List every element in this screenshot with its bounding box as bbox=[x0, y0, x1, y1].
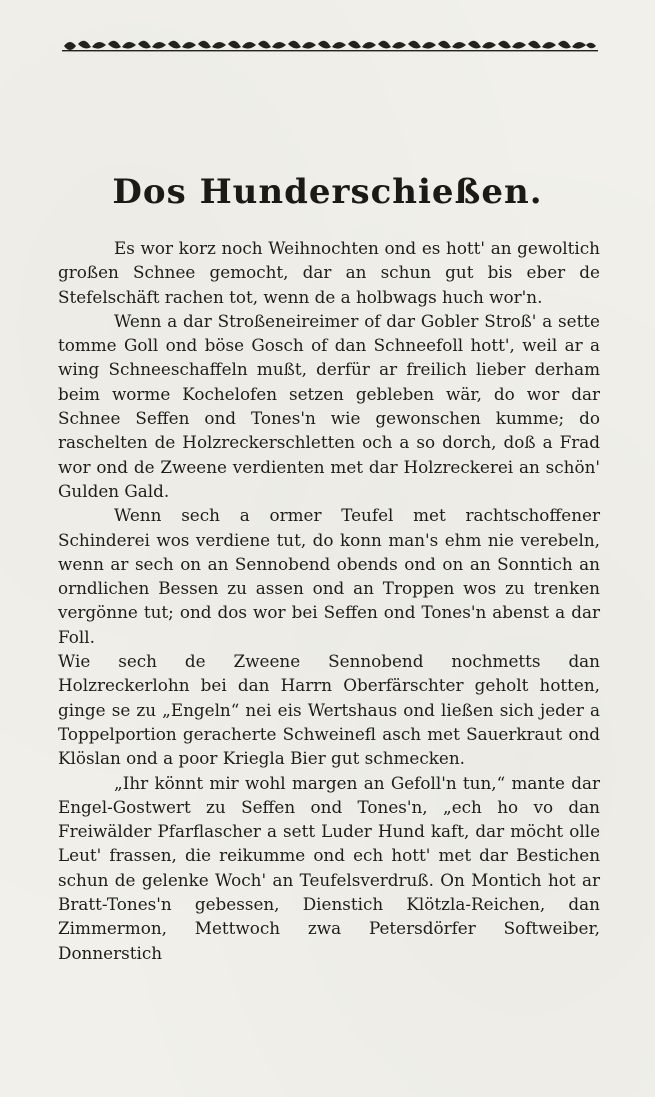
paragraph: Wie sech de Zweene Sennobend nochmetts dan Holzreckerlohn bei dan Harrn Oberfärschter geholt hotten, ginge se zu „Engeln“ nei eis Wertshaus ond ließen sich jeder a Toppelportion geracherte Schweinefl asch met Sauerkraut ond Klöslan ond a poor Kriegla Bier gut schmecken. bbox=[58, 651, 600, 769]
paragraph: Es wor korz noch Weihnochten ond es hott' an gewoltich großen Schnee gemocht, dar an schun gut bis eber de Stefelschäft rachen tot, wenn de a holbwags huch wor'n. bbox=[58, 238, 600, 307]
body-text bbox=[58, 236, 600, 965]
ornament-border-icon bbox=[62, 34, 598, 56]
paragraph: Wenn a dar Stroßeneireimer of dar Gobler Stroß' a sette tomme Goll ond böse Gosch of dan Schneefoll hott', weil ar a wing Schneeschaffeln mußt, derfür ar freilich lieber derham beim worme Kochelofen setzen gebleben wär, do wor dar Schnee Seffen ond Tones'n wie gewonschen kumme; do raschelten de Holzreckerschletten och a so dorch, doß a Frad wor ond de Zweene verdienten met dar Holzreckerei an schön' Gulden Gald. bbox=[58, 310, 600, 501]
paragraph: Wenn sech a ormer Teufel met rachtschoffener Schinderei wos verdiene tut, do konn man's ehm nie verebeln, wenn ar sech on an Sennobend obends ond on an Sonntich an orndlichen Bessen zu assen ond an Troppen wos zu trenken vergönne tut; ond dos wor bei Seffen ond Tones'n abenst a dar Foll. bbox=[58, 505, 600, 647]
paragraph: „Ihr könnt mir wohl margen an Gefoll'n tun,“ mante dar Engel-Gostwert zu Seffen ond Tones'n, „ech ho vo dan Freiwälder Pfarflascher a sett Luder Hund kaft, dar möcht olle Leut' frassen, die reikumme ond ech hott' met dar Bestichen schun de gelenke Woch' an Teufelsverdruß. On Montich hot ar Bratt-Tones'n gebessen, Dienstich Klötzla-Reichen, dan Zimmermon, Mettwoch zwa Petersdörfer Softweiber, Donnerstich bbox=[58, 772, 600, 963]
page-title: Dos Hunderschießen. bbox=[112, 172, 543, 212]
